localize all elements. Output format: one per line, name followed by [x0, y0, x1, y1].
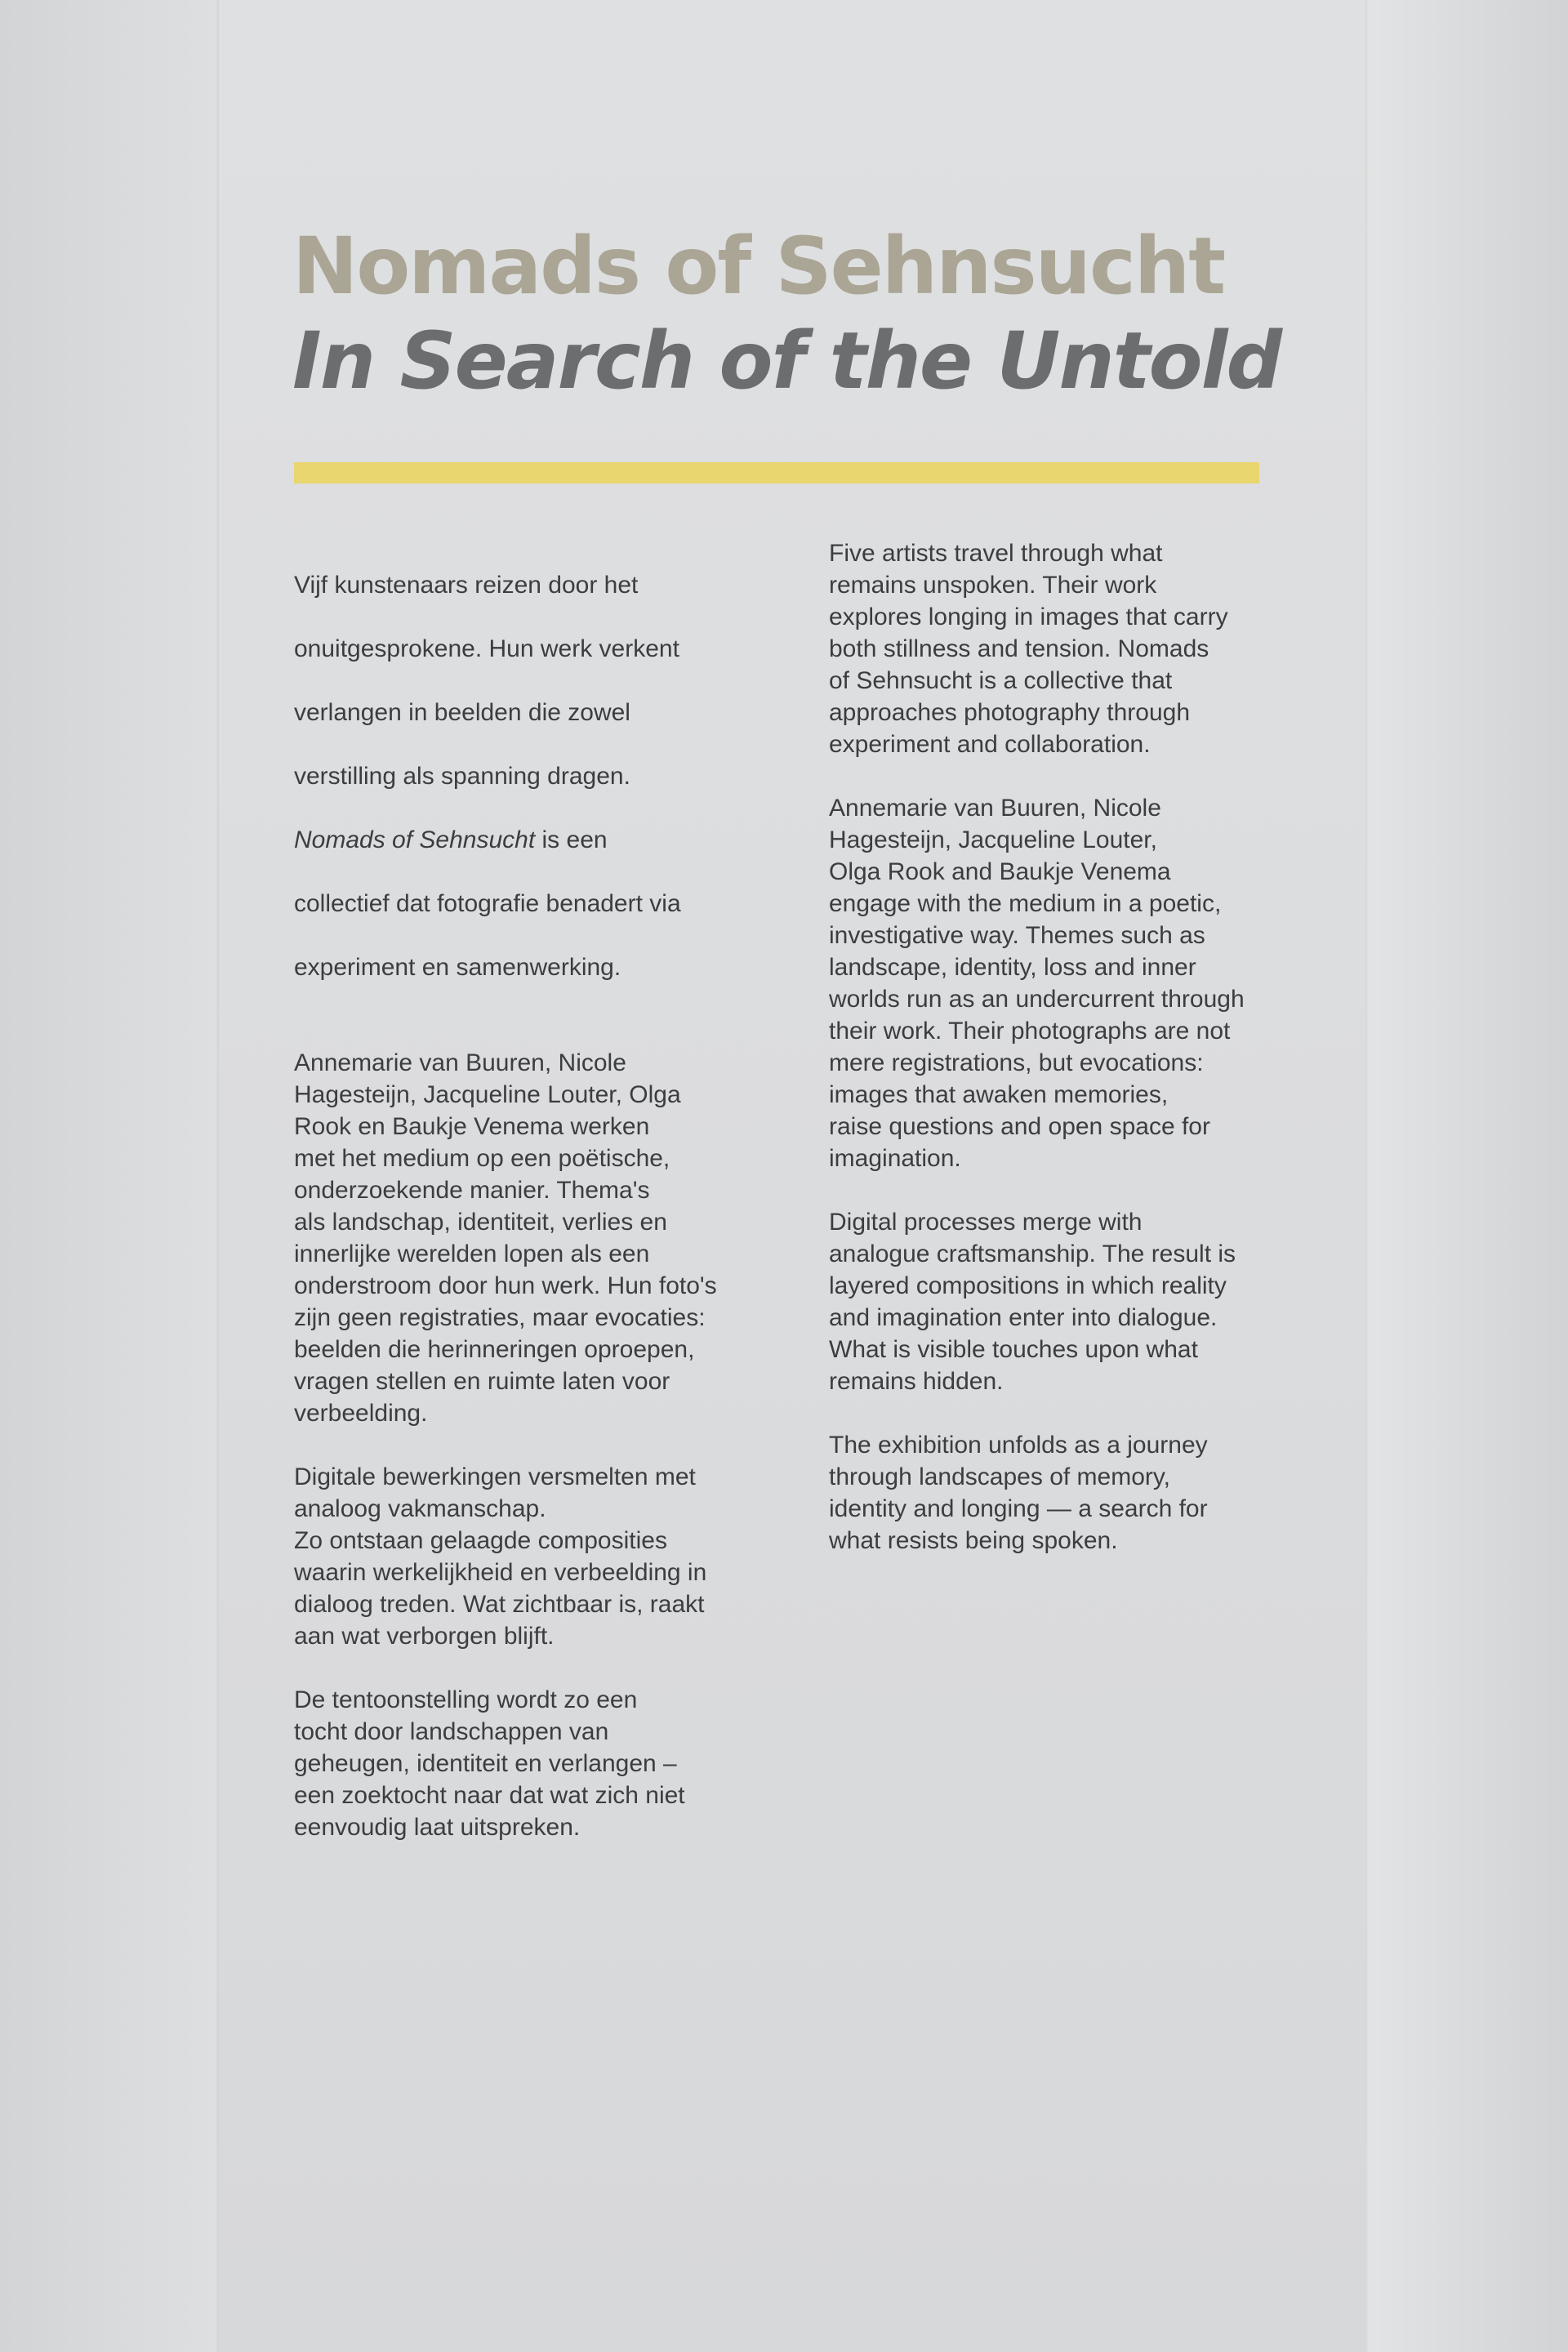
- english-paragraph-4: [829, 1429, 1335, 1557]
- text-line: their work. Their photographs are not: [829, 1018, 1231, 1045]
- text-line: worlds run as an undercurrent through: [829, 986, 1245, 1013]
- english-paragraph-1: [829, 537, 1335, 760]
- dutch-paragraph-3: [294, 1461, 800, 1652]
- text-line: tocht door landschappen van: [294, 1718, 609, 1745]
- text-line: een zoektocht naar dat wat zich niet: [294, 1782, 685, 1809]
- wall-left: [0, 0, 219, 2352]
- text-line: experiment en samenwerking.: [294, 954, 621, 981]
- text-line: imagination.: [829, 1145, 961, 1172]
- text-line: aan wat verborgen blijft.: [294, 1623, 555, 1650]
- text-line: onuitgesprokene. Hun werk verkent: [294, 635, 679, 662]
- text-line: of Sehnsucht is a collective that: [829, 667, 1173, 694]
- text-line: verlangen in beelden die zowel: [294, 699, 630, 726]
- text-line: through landscapes of memory,: [829, 1463, 1170, 1490]
- text-line: zijn geen registraties, maar evocaties:: [294, 1304, 706, 1331]
- text-line: and imagination enter into dialogue.: [829, 1304, 1218, 1331]
- text-line: beelden die herinneringen oproepen,: [294, 1336, 695, 1363]
- text-line: Five artists travel through what: [829, 540, 1163, 567]
- text-line: vragen stellen en ruimte laten voor: [294, 1368, 670, 1395]
- text-line: eenvoudig laat uitspreken.: [294, 1814, 581, 1841]
- text-line: [294, 824, 800, 856]
- dutch-paragraph-2: [294, 1047, 800, 1429]
- text-line: Zo ontstaan gelaagde composities: [294, 1527, 667, 1554]
- text-line: Hagesteijn, Jacqueline Louter,: [829, 826, 1157, 853]
- text-line: raise questions and open space for: [829, 1113, 1210, 1140]
- exhibition-subtitle: In Search of the Untold: [292, 315, 1281, 407]
- text-line: Olga Rook and Baukje Venema: [829, 858, 1171, 885]
- text-line: identity and longing — a search for: [829, 1495, 1208, 1522]
- text-line: The exhibition unfolds as a journey: [829, 1432, 1208, 1459]
- dutch-text-column: [294, 537, 800, 1875]
- text-line: What is visible touches upon what: [829, 1336, 1198, 1363]
- text-line: investigative way. Themes such as: [829, 922, 1205, 949]
- english-paragraph-3: [829, 1206, 1335, 1397]
- text-line: onderzoekende manier. Thema's: [294, 1177, 650, 1204]
- text-line: met het medium op een poëtische,: [294, 1145, 670, 1172]
- text-line: verbeelding.: [294, 1400, 428, 1427]
- text-line: Vijf kunstenaars reizen door het: [294, 572, 639, 599]
- text-line: analoog vakmanschap.: [294, 1495, 546, 1522]
- text-fragment: is een: [535, 826, 608, 853]
- text-line: geheugen, identiteit en verlangen –: [294, 1750, 677, 1777]
- text-line: dialoog treden. Wat zichtbaar is, raakt: [294, 1591, 705, 1618]
- text-line: remains unspoken. Their work: [829, 572, 1157, 599]
- text-line: layered compositions in which reality: [829, 1272, 1227, 1299]
- text-line: onderstroom door hun werk. Hun foto's: [294, 1272, 717, 1299]
- text-line: waarin werkelijkheid en verbeelding in: [294, 1559, 707, 1586]
- dutch-paragraph-4: [294, 1684, 800, 1843]
- text-line: mere registrations, but evocations:: [829, 1049, 1204, 1076]
- text-line: innerlijke werelden lopen als een: [294, 1241, 650, 1267]
- text-line: verstilling als spanning dragen.: [294, 763, 630, 790]
- wall-right: [1365, 0, 1568, 2352]
- text-line: Annemarie van Buuren, Nicole: [829, 795, 1161, 822]
- text-line: De tentoonstelling wordt zo een: [294, 1686, 638, 1713]
- dutch-paragraph-1: [294, 537, 800, 1015]
- text-line: both stillness and tension. Nomads: [829, 635, 1209, 662]
- yellow-accent-bar: [294, 462, 1259, 483]
- text-line: approaches photography through: [829, 699, 1191, 726]
- italic-title: Nomads of Sehnsucht: [294, 826, 536, 853]
- text-line: collectief dat fotografie benadert via: [294, 890, 681, 917]
- text-line: remains hidden.: [829, 1368, 1004, 1395]
- text-line: landscape, identity, loss and inner: [829, 954, 1196, 981]
- text-line: analogue craftsmanship. The result is: [829, 1241, 1236, 1267]
- text-line: explores longing in images that carry: [829, 604, 1228, 630]
- text-line: Digital processes merge with: [829, 1209, 1143, 1236]
- text-line: Annemarie van Buuren, Nicole: [294, 1049, 626, 1076]
- english-paragraph-2: [829, 792, 1335, 1174]
- text-line: als landschap, identiteit, verlies en: [294, 1209, 667, 1236]
- text-line: what resists being spoken.: [829, 1527, 1118, 1554]
- text-line: images that awaken memories,: [829, 1081, 1169, 1108]
- text-line: experiment and collaboration.: [829, 731, 1151, 758]
- english-text-column: [829, 537, 1335, 1588]
- text-line: Digitale bewerkingen versmelten met: [294, 1463, 696, 1490]
- text-line: Rook en Baukje Venema werken: [294, 1113, 650, 1140]
- text-line: engage with the medium in a poetic,: [829, 890, 1222, 917]
- exhibition-title: Nomads of Sehnsucht: [292, 220, 1225, 312]
- text-line: Hagesteijn, Jacqueline Louter, Olga: [294, 1081, 681, 1108]
